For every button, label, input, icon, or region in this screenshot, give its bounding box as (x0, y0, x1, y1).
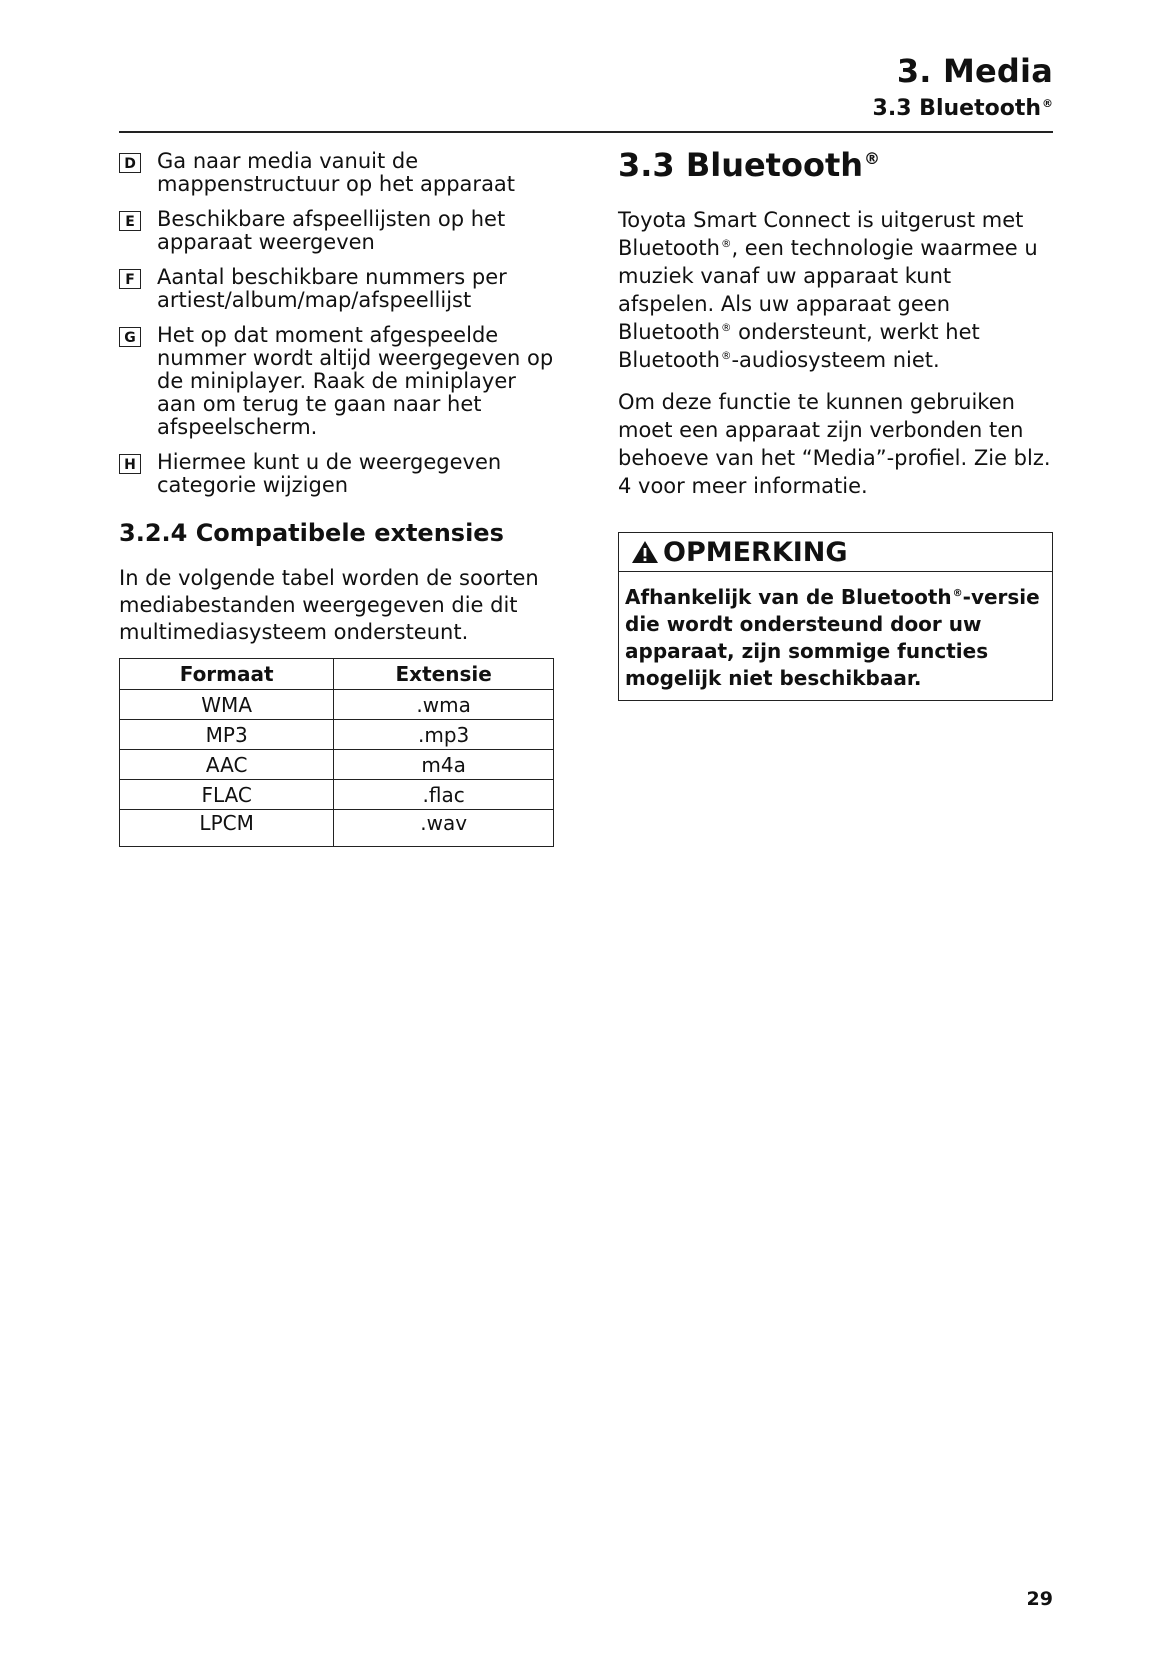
left-column (119, 150, 554, 847)
item-text: Ga naar media vanuit de mappenstructuur op het apparaat (157, 149, 516, 196)
item-text: Beschikbare afspeellijsten op het apparaat weergeven (157, 207, 506, 254)
item-text: Aantal beschikbare nummers per artiest/album/map/afspeellijst (157, 265, 507, 312)
paragraph-text: , een technologie waarmee u muziek vanaf uw apparaat kunt afspelen. Als uw apparaat geen Bluetooth (618, 236, 1038, 344)
section-header (873, 96, 1053, 121)
list-item (119, 208, 554, 254)
table-header-row (120, 659, 554, 690)
item-badge: F (119, 269, 141, 289)
table-row (120, 810, 554, 847)
cell-format: LPCM (120, 810, 334, 847)
profile-paragraph: Om deze functie te kunnen gebruiken moet een apparaat zijn verbonden ten behoeve van het “Media”-profiel. Zie blz. 4 voor meer informatie. (618, 390, 1051, 498)
page-number: 29 (1026, 1588, 1053, 1610)
table-row (120, 720, 554, 750)
note-header (619, 533, 1052, 572)
note-body (619, 572, 1052, 700)
table-row (120, 780, 554, 810)
intro-paragraph: In de volgende tabel worden de soorten mediabestanden weergegeven die dit multimediasysteem ondersteunt. (119, 566, 539, 644)
paragraph-text: ondersteunt, werkt het Bluetooth (618, 320, 980, 372)
cell-extension: .flac (334, 780, 554, 810)
registered-mark: ® (1042, 96, 1053, 110)
item-badge: D (119, 153, 141, 173)
format-table (119, 658, 554, 847)
note-heading: OPMERKING (663, 536, 848, 568)
item-text: Hiermee kunt u de weergegeven categorie wijzigen (157, 450, 502, 497)
registered-mark: ® (720, 322, 732, 334)
cell-extension: .wma (334, 690, 554, 720)
cell-format: MP3 (120, 720, 334, 750)
column-header-format: Formaat (120, 659, 334, 690)
paragraph-text: -audiosysteem niet. (731, 348, 940, 372)
list-item (119, 150, 554, 196)
bluetooth-intro-paragraph (618, 206, 1053, 374)
right-column (618, 146, 1053, 514)
item-badge: E (119, 211, 141, 231)
cell-format: FLAC (120, 780, 334, 810)
section-title (618, 146, 1053, 184)
item-badge: H (119, 454, 141, 474)
registered-mark: ® (720, 350, 732, 362)
list-item (119, 266, 554, 312)
item-badge: G (119, 327, 141, 347)
subsection-heading: 3.2.4 Compatibele extensies (119, 519, 504, 547)
chapter-title: 3. Media (896, 52, 1053, 90)
cell-extension: .mp3 (334, 720, 554, 750)
section-header-text: 3.3 Bluetooth (872, 96, 1041, 121)
registered-mark: ® (720, 238, 732, 250)
table-row (120, 690, 554, 720)
cell-extension: m4a (334, 750, 554, 780)
column-header-extension: Extensie (334, 659, 554, 690)
paragraph-text: Toyota Smart Connect is uitgerust met Bluetooth (618, 208, 1024, 260)
list-item (119, 324, 554, 439)
item-text: Het op dat moment afgespeelde nummer wordt altijd weergegeven op de miniplayer. Raak de miniplayer aan om terug te gaan naar het afspeelscherm. (157, 323, 554, 439)
cell-extension: .wav (334, 810, 554, 847)
registered-mark: ® (864, 149, 881, 169)
cell-format: WMA (120, 690, 334, 720)
section-title-text: 3.3 Bluetooth (618, 146, 864, 184)
warning-icon (631, 540, 659, 564)
table-row (120, 750, 554, 780)
note-text: Afhankelijk van de Bluetooth (625, 585, 952, 609)
note-box (618, 532, 1053, 701)
header-divider (119, 131, 1053, 133)
note-text: -versie die wordt ondersteund door uw apparaat, zijn sommige functies mogelijk niet beschikbaar. (625, 585, 1040, 690)
registered-mark: ® (952, 588, 963, 600)
list-item (119, 451, 554, 497)
cell-format: AAC (120, 750, 334, 780)
